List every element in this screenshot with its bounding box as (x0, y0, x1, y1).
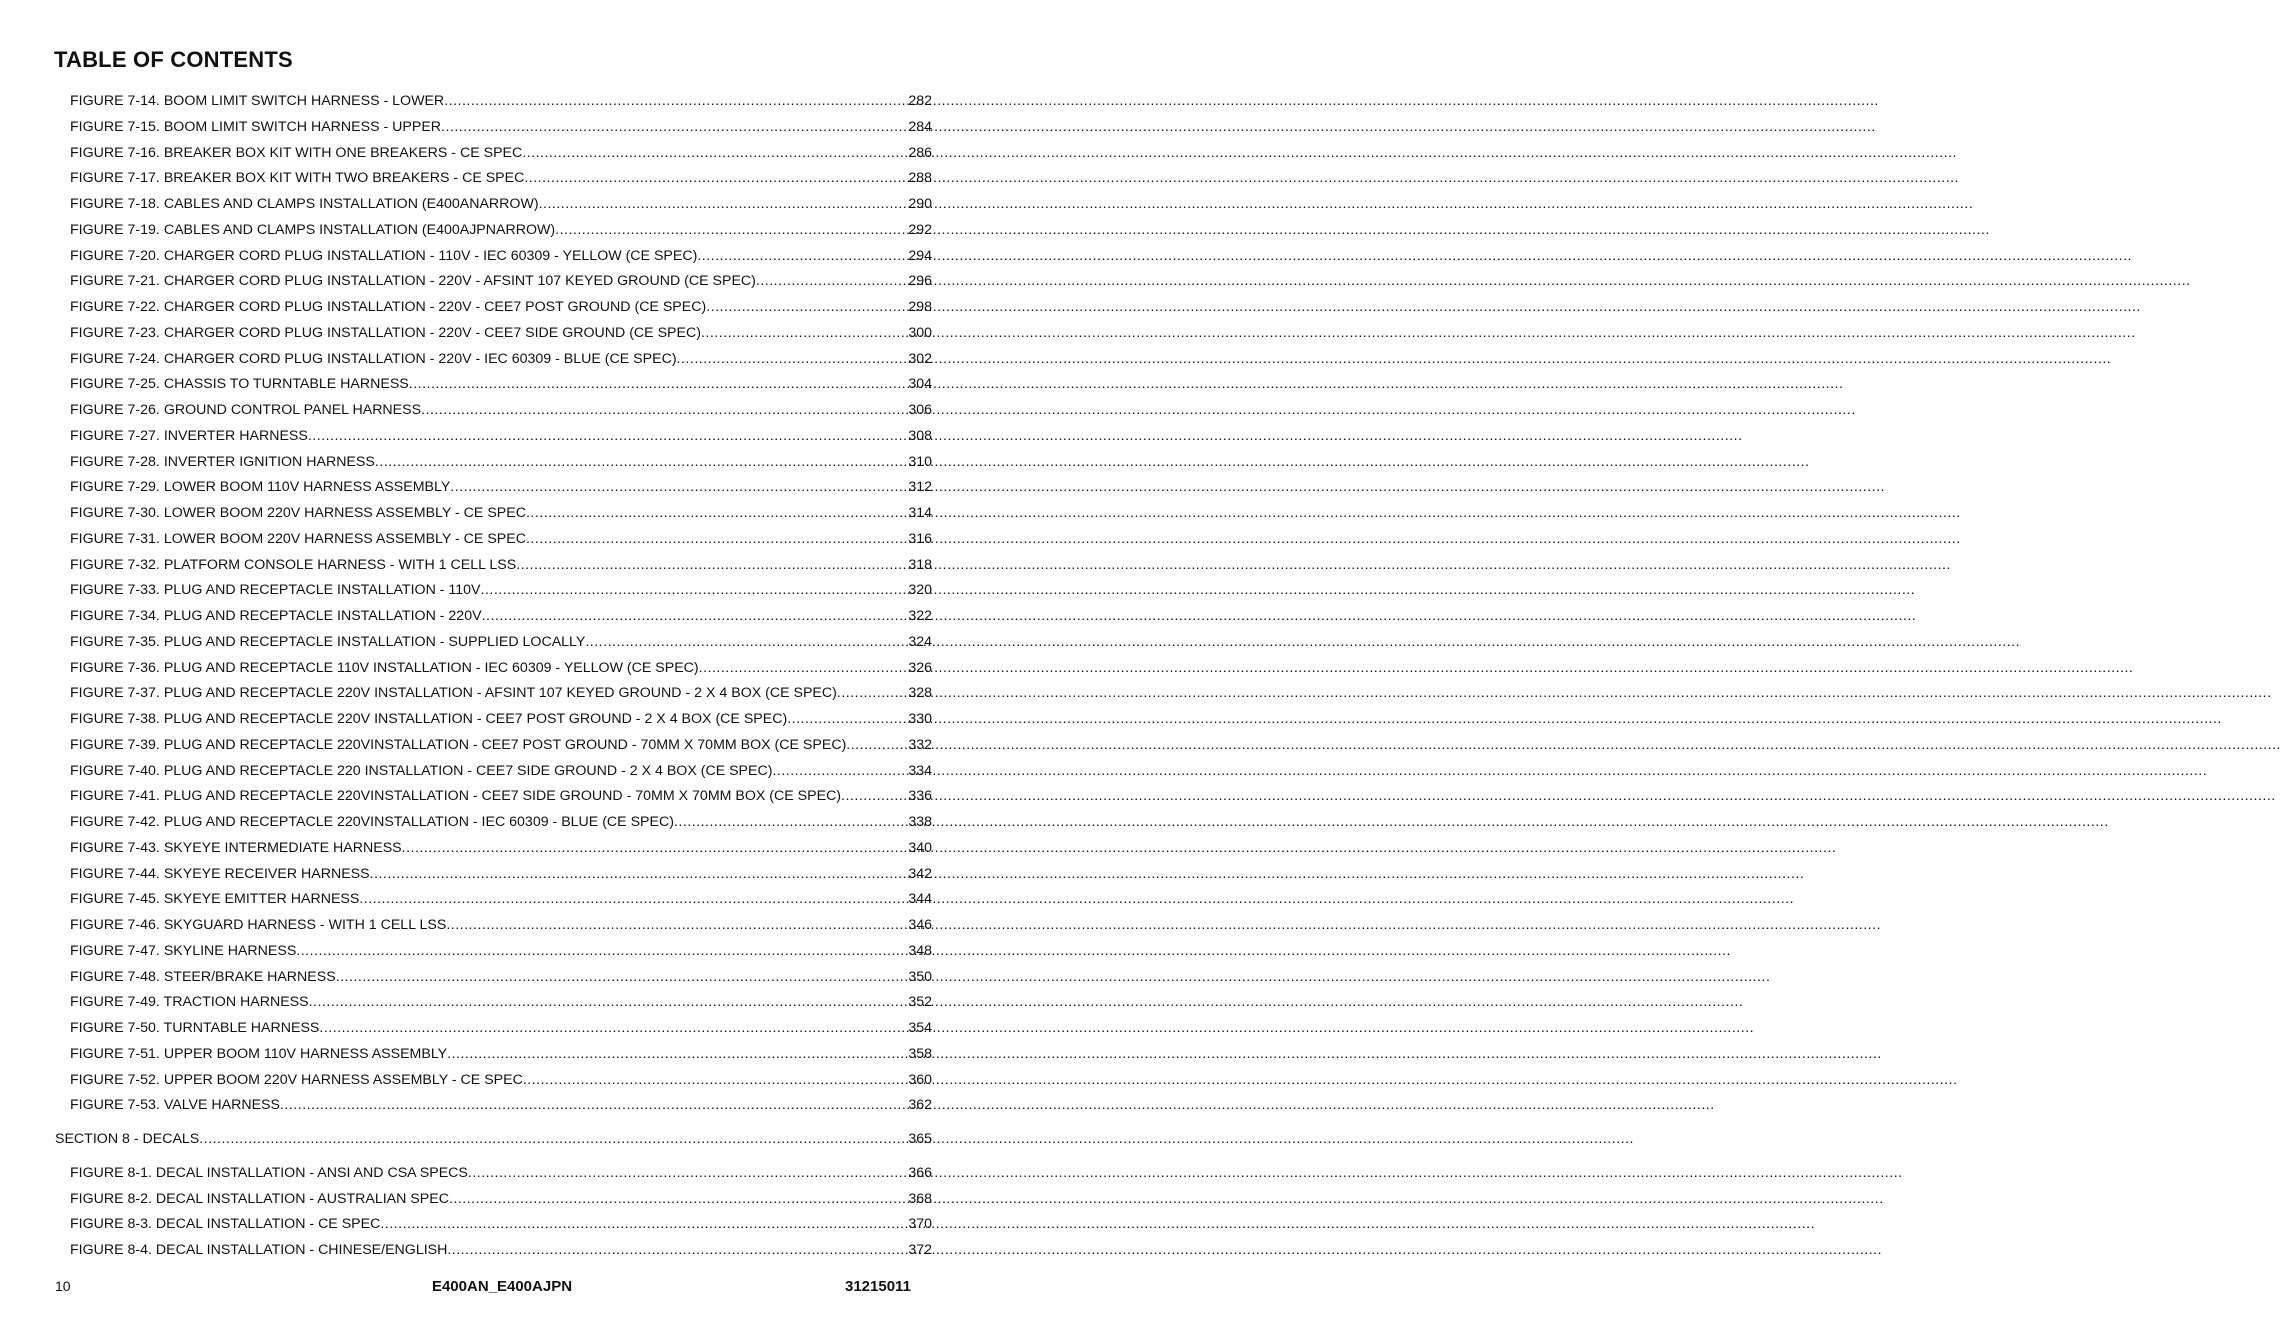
dot-leader (446, 916, 907, 934)
toc-entry-page: 322 (908, 608, 932, 624)
toc-entry-label: FIGURE 7-47. SKYLINE HARNESS (70, 942, 297, 959)
toc-entry-label: FIGURE 8-1. DECAL INSTALLATION - ANSI AND CSA SPECS (70, 1164, 468, 1181)
toc-entry-page: 314 (908, 505, 932, 521)
toc-entry-label: FIGURE 7-18. CABLES AND CLAMPS INSTALLATION (E400ANARROW) (70, 196, 539, 212)
toc-entry[interactable] (70, 556, 932, 574)
toc-entry-label: FIGURE 7-43. SKYEYE INTERMEDIATE HARNESS (70, 839, 402, 856)
toc-entry-label: FIGURE 7-31. LOWER BOOM 220V HARNESS ASSEMBLY - CE SPEC (70, 530, 526, 547)
toc-entry-page: 300 (908, 324, 932, 341)
toc-entry[interactable] (70, 581, 932, 599)
toc-entry-label: FIGURE 7-30. LOWER BOOM 220V HARNESS ASSEMBLY - CE SPEC (70, 505, 526, 521)
toc-entry[interactable] (70, 169, 932, 187)
dot-leader (199, 1130, 907, 1148)
toc-entry[interactable] (70, 530, 932, 548)
toc-entry[interactable] (70, 504, 932, 522)
toc-entry-page: 306 (908, 402, 932, 418)
dot-leader (280, 1096, 907, 1114)
toc-entry-label: SECTION 8 - DECALS (55, 1131, 200, 1147)
toc-entry[interactable] (70, 298, 932, 316)
toc-entry-label: FIGURE 7-50. TURNTABLE HARNESS (70, 1020, 320, 1036)
toc-entry-label: FIGURE 7-42. PLUG AND RECEPTACLE 220VINSTALLATION - IEC 60309 - BLUE (CE SPEC) (70, 814, 674, 830)
dot-leader (359, 890, 907, 908)
toc-entry-label: FIGURE 8-2. DECAL INSTALLATION - AUSTRALIAN SPEC (70, 1190, 449, 1207)
toc-entry[interactable] (70, 247, 932, 265)
toc-entry[interactable] (70, 993, 932, 1011)
dot-leader (699, 659, 908, 677)
toc-entry-page: 310 (908, 453, 932, 470)
toc-entry-page: 316 (908, 530, 932, 547)
toc-entry[interactable] (70, 1164, 932, 1182)
toc-entry[interactable] (70, 324, 932, 342)
toc-entry-page: 312 (908, 479, 932, 496)
toc-entry-page: 365 (908, 1131, 932, 1147)
dot-leader (701, 324, 907, 342)
toc-entry-label: FIGURE 8-3. DECAL INSTALLATION - CE SPEC (70, 1216, 381, 1233)
toc-entry-page: 332 (908, 736, 932, 753)
toc-entry[interactable] (70, 221, 932, 239)
toc-entry[interactable] (70, 1190, 932, 1208)
dot-leader (441, 118, 907, 136)
dot-leader (319, 1019, 907, 1037)
toc-entry[interactable] (70, 144, 932, 162)
toc-section-entry[interactable] (55, 1130, 932, 1148)
dot-leader (481, 581, 908, 599)
toc-entry[interactable] (70, 813, 932, 831)
dot-leader (787, 710, 907, 728)
toc-entry-label: FIGURE 7-20. CHARGER CORD PLUG INSTALLATION - 110V - IEC 60309 - YELLOW (CE SPEC) (70, 247, 698, 264)
toc-entry-label: FIGURE 7-27. INVERTER HARNESS (70, 427, 308, 444)
toc-entry-page: 288 (908, 170, 932, 187)
toc-entry-label: FIGURE 7-35. PLUG AND RECEPTACLE INSTALLATION - SUPPLIED LOCALLY (70, 633, 586, 650)
toc-entry[interactable] (70, 865, 932, 883)
toc-entry[interactable] (70, 1019, 932, 1037)
toc-entry-label: FIGURE 7-37. PLUG AND RECEPTACLE 220V INSTALLATION - AFSINT 107 KEYED GROUND - 2 X 4 BOX (CE SPEC) (70, 685, 837, 702)
toc-entry[interactable] (70, 272, 932, 290)
toc-entry-page: 336 (908, 788, 932, 805)
toc-entry-page: 362 (908, 1097, 932, 1114)
dot-leader (526, 504, 907, 522)
dot-leader (482, 607, 908, 625)
toc-entry-label: FIGURE 7-48. STEER/BRAKE HARNESS (70, 968, 336, 985)
toc-entry-label: FIGURE 7-41. PLUG AND RECEPTACLE 220VINSTALLATION - CEE7 SIDE GROUND - 70MM X 70MM BOX (CE SPEC) (70, 788, 842, 805)
dot-leader (447, 1045, 907, 1063)
toc-entry-page: 294 (908, 247, 932, 264)
toc-entry[interactable] (70, 427, 932, 445)
page-title: TABLE OF CONTENTS (54, 47, 293, 72)
dot-leader (846, 736, 907, 754)
toc-entry[interactable] (70, 762, 932, 780)
toc-entry-label: FIGURE 7-40. PLUG AND RECEPTACLE 220 INSTALLATION - CEE7 SIDE GROUND - 2 X 4 BOX (CE SPEC) (70, 762, 773, 779)
dot-leader (677, 350, 908, 368)
toc-entry-label: FIGURE 7-24. CHARGER CORD PLUG INSTALLATION - 220V - IEC 60309 - BLUE (CE SPEC) (70, 350, 677, 367)
dot-leader (756, 272, 907, 290)
dot-leader (772, 762, 907, 780)
footer-page-number: 10 (55, 1278, 71, 1294)
dot-leader (523, 1071, 908, 1089)
dot-leader (706, 298, 907, 316)
dot-leader (450, 478, 907, 496)
dot-leader (402, 839, 908, 857)
toc-entry[interactable] (70, 350, 932, 368)
toc-entry-label: FIGURE 7-52. UPPER BOOM 220V HARNESS ASSEMBLY - CE SPEC (70, 1071, 523, 1088)
toc-entry-page: 360 (908, 1071, 932, 1088)
toc-entry-page: 302 (908, 350, 932, 367)
toc-entry-page: 318 (908, 556, 932, 573)
dot-leader (309, 993, 908, 1011)
dot-leader (375, 453, 908, 471)
dot-leader (468, 1164, 907, 1182)
dot-leader (444, 92, 907, 110)
toc-entry[interactable] (70, 942, 932, 960)
toc-entry[interactable] (70, 968, 932, 986)
toc-entry[interactable] (70, 1215, 932, 1233)
dot-leader (449, 1190, 907, 1208)
dot-leader (421, 401, 907, 419)
dot-leader (409, 375, 908, 393)
toc-entry[interactable] (70, 1045, 932, 1063)
toc-entry[interactable] (70, 633, 932, 651)
toc-entry-page: 330 (908, 711, 932, 727)
toc-entry[interactable] (70, 1241, 932, 1259)
toc-entry[interactable] (70, 1071, 932, 1089)
toc-entry-label: FIGURE 7-36. PLUG AND RECEPTACLE 110V INSTALLATION - IEC 60309 - YELLOW (CE SPEC) (70, 659, 699, 676)
toc-entry-page: 320 (908, 582, 932, 599)
toc-entry-label: FIGURE 7-15. BOOM LIMIT SWITCH HARNESS - UPPER (70, 118, 442, 135)
toc-entry-label: FIGURE 7-21. CHARGER CORD PLUG INSTALLATION - 220V - AFSINT 107 KEYED GROUND (CE SPEC) (70, 273, 756, 290)
toc-entry[interactable] (70, 916, 932, 934)
toc-entry-page: 324 (908, 633, 932, 650)
toc-entry-page: 308 (908, 427, 932, 444)
dot-leader (837, 684, 907, 702)
toc-entry-page: 348 (908, 942, 932, 959)
dot-leader (447, 1241, 907, 1259)
dot-leader (336, 968, 908, 986)
dot-leader (674, 813, 907, 831)
footer-document-name: E400AN_E400AJPN (431, 1278, 573, 1295)
toc-entry[interactable] (70, 375, 932, 393)
toc-entry[interactable] (70, 736, 932, 754)
dot-leader (516, 556, 907, 574)
toc-entry[interactable] (70, 453, 932, 471)
toc-entry-page: 366 (908, 1164, 932, 1181)
dot-leader (380, 1215, 907, 1233)
dot-leader (539, 195, 908, 213)
toc-entry-page: 372 (908, 1242, 932, 1258)
toc-entry-page: 286 (908, 144, 932, 161)
toc-entry-page: 346 (908, 917, 932, 933)
toc-entry-page: 298 (908, 299, 932, 315)
toc-entry[interactable] (70, 890, 932, 908)
toc-entry-label: FIGURE 7-44. SKYEYE RECEIVER HARNESS (70, 865, 370, 882)
toc-entry-page: 354 (908, 1020, 932, 1036)
toc-entry-label: FIGURE 7-39. PLUG AND RECEPTACLE 220VINSTALLATION - CEE7 POST GROUND - 70MM X 70MM BOX (CE SPEC) (70, 736, 847, 753)
toc-entry-page: 292 (908, 221, 932, 238)
toc-entry[interactable] (70, 478, 932, 496)
toc-entry[interactable] (70, 118, 932, 136)
toc-entry-page: 290 (908, 196, 932, 212)
toc-entry-label: FIGURE 7-22. CHARGER CORD PLUG INSTALLATION - 220V - CEE7 POST GROUND (CE SPEC) (70, 299, 707, 315)
toc-entry[interactable] (70, 1096, 932, 1114)
dot-leader (555, 221, 907, 239)
dot-leader (370, 865, 908, 883)
dot-leader (526, 530, 907, 548)
toc-entry[interactable] (70, 401, 932, 419)
toc-entry-label: FIGURE 8-4. DECAL INSTALLATION - CHINESE/ENGLISH (70, 1242, 448, 1258)
toc-entry-page: 284 (908, 118, 932, 135)
toc-entry-page: 344 (908, 891, 932, 908)
toc-entry[interactable] (70, 710, 932, 728)
dot-leader (308, 427, 908, 445)
dot-leader (524, 169, 907, 187)
dot-leader (585, 633, 907, 651)
toc-entry-page: 328 (908, 685, 932, 702)
toc-entry-label: FIGURE 7-14. BOOM LIMIT SWITCH HARNESS - LOWER (70, 93, 445, 109)
toc-entry-label: FIGURE 7-33. PLUG AND RECEPTACLE INSTALLATION - 110V (70, 582, 481, 599)
toc-entry-label: FIGURE 7-32. PLATFORM CONSOLE HARNESS - WITH 1 CELL LSS (70, 556, 517, 573)
dot-leader (522, 144, 907, 162)
toc-entry-label: FIGURE 7-46. SKYGUARD HARNESS - WITH 1 CELL LSS (70, 917, 447, 933)
toc-entry-page: 358 (908, 1045, 932, 1062)
toc-entry-page: 342 (908, 865, 932, 882)
toc-entry-page: 350 (908, 968, 932, 985)
toc-entry-label: FIGURE 7-45. SKYEYE EMITTER HARNESS (70, 891, 360, 908)
toc-entry[interactable] (70, 839, 932, 857)
toc-entry-label: FIGURE 7-29. LOWER BOOM 110V HARNESS ASSEMBLY (70, 479, 451, 496)
toc-entry-label: FIGURE 7-25. CHASSIS TO TURNTABLE HARNESS (70, 376, 409, 393)
toc-entry-label: FIGURE 7-51. UPPER BOOM 110V HARNESS ASSEMBLY (70, 1045, 448, 1062)
toc-entry-page: 296 (908, 273, 932, 290)
toc-entry-page: 334 (908, 762, 932, 779)
toc-entry-label: FIGURE 7-23. CHARGER CORD PLUG INSTALLATION - 220V - CEE7 SIDE GROUND (CE SPEC) (70, 324, 701, 341)
toc-entry[interactable] (70, 787, 932, 805)
toc-entry-label: FIGURE 7-26. GROUND CONTROL PANEL HARNESS (70, 402, 422, 418)
toc-entry-page: 338 (908, 814, 932, 830)
toc-entry-page: 304 (908, 376, 932, 393)
toc-entry-label: FIGURE 7-38. PLUG AND RECEPTACLE 220V INSTALLATION - CEE7 POST GROUND - 2 X 4 BOX (CE SPEC) (70, 711, 788, 727)
toc-entry-page: 370 (908, 1216, 932, 1233)
toc-entry-label: FIGURE 7-16. BREAKER BOX KIT WITH ONE BREAKERS - CE SPEC (70, 144, 523, 161)
toc-entry-page: 326 (908, 659, 932, 676)
toc-entry-page: 282 (908, 93, 932, 109)
toc-entry-label: FIGURE 7-19. CABLES AND CLAMPS INSTALLATION (E400AJPNARROW) (70, 221, 556, 238)
dot-leader (841, 787, 907, 805)
dot-leader (296, 942, 907, 960)
toc-entry-label: FIGURE 7-34. PLUG AND RECEPTACLE INSTALLATION - 220V (70, 608, 482, 624)
toc-entry-page: 340 (908, 839, 932, 856)
toc-entry-label: FIGURE 7-53. VALVE HARNESS (70, 1097, 280, 1114)
toc-entry[interactable] (70, 92, 932, 110)
toc-entry[interactable] (70, 659, 932, 677)
footer-document-code: 31215011 (845, 1278, 911, 1295)
toc-entry-label: FIGURE 7-17. BREAKER BOX KIT WITH TWO BREAKERS - CE SPEC (70, 170, 525, 187)
toc-entry-page: 352 (908, 994, 932, 1011)
toc-entry-label: FIGURE 7-49. TRACTION HARNESS (70, 994, 309, 1011)
toc-entry[interactable] (70, 195, 932, 213)
toc-entry[interactable] (70, 607, 932, 625)
toc-entry-page: 368 (908, 1190, 932, 1207)
toc-entry[interactable] (70, 684, 932, 702)
toc-entry-label: FIGURE 7-28. INVERTER IGNITION HARNESS (70, 453, 375, 470)
dot-leader (697, 247, 907, 265)
